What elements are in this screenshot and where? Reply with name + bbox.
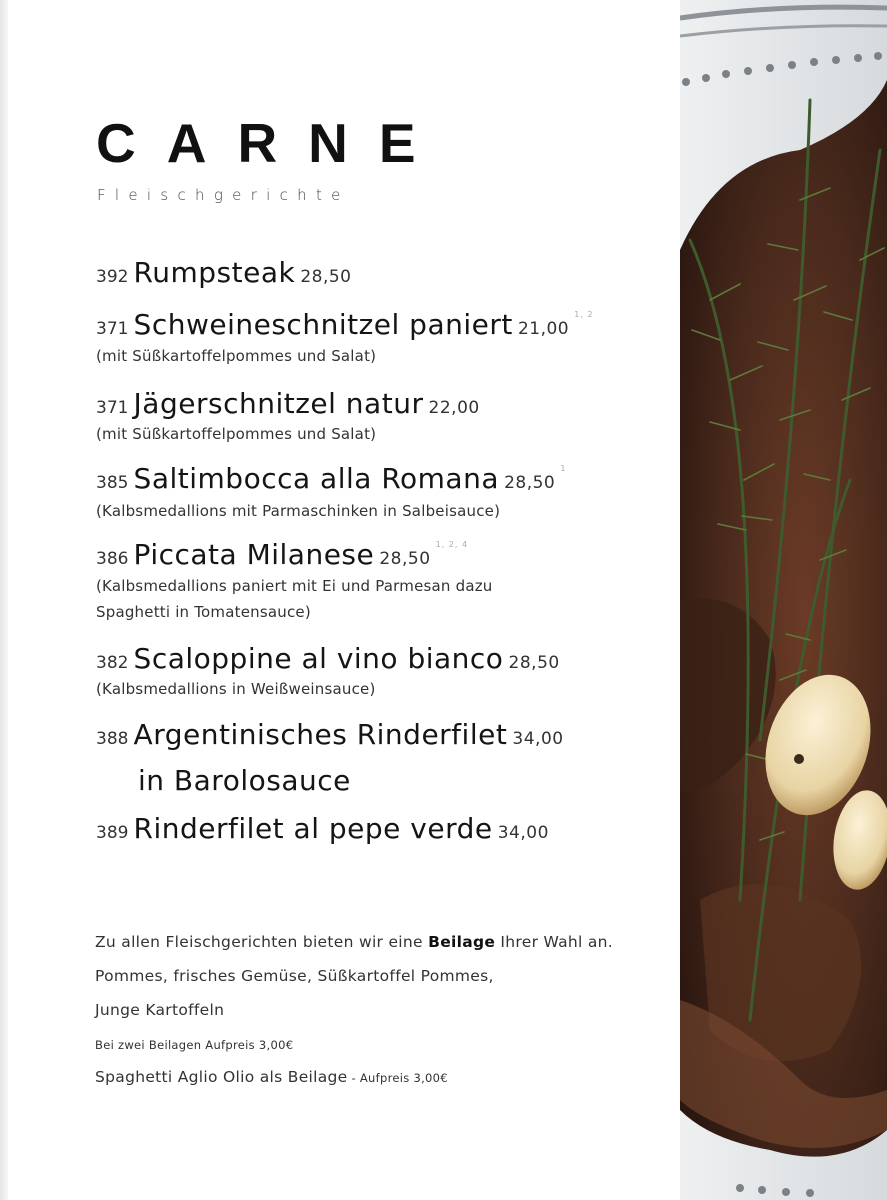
side-dish-options-cont: Junge Kartoffeln: [95, 1001, 225, 1019]
side-dish-bold: Beilage: [428, 933, 496, 951]
item-name: Piccata Milanese: [133, 538, 375, 571]
item-description: (mit Süßkartoffelpommes und Salat): [96, 425, 377, 443]
spaghetti-side: [95, 1068, 448, 1086]
allergen-note: 1, 2, 4: [435, 540, 469, 549]
item-number: 386: [96, 549, 129, 569]
item-name: Saltimbocca alla Romana: [133, 462, 499, 495]
spaghetti-surcharge: - Aufpreis 3,00€: [347, 1071, 448, 1085]
item-number: 371: [96, 319, 129, 339]
item-name: Argentinisches Rinderfilet: [133, 718, 508, 751]
page-edge-shadow: [0, 0, 8, 1200]
item-name: Rumpsteak: [133, 256, 296, 289]
side-dish-info-text: Zu allen Fleischgerichten bieten wir eine: [95, 933, 429, 951]
allergen-note: 1, 2: [574, 310, 594, 319]
item-name: Rinderfilet al pepe verde: [133, 812, 493, 845]
item-number: 382: [96, 653, 129, 673]
item-price: 22,00: [428, 398, 480, 418]
item-name: Schweineschnitzel paniert: [133, 308, 513, 341]
menu-page: [8, 0, 680, 1200]
allergen-note: 1: [560, 464, 567, 473]
menu-item-jaegerschnitzel: [96, 387, 480, 420]
section-title: CARNE: [96, 112, 447, 174]
item-price: 28,50: [508, 653, 560, 673]
item-price: 28,50: [300, 267, 352, 287]
section-subtitle: Fleischgerichte: [97, 186, 350, 204]
item-name: Jägerschnitzel natur: [133, 387, 424, 420]
item-description: (mit Süßkartoffelpommes und Salat): [96, 347, 377, 365]
surcharge-note: Bei zwei Beilagen Aufpreis 3,00€: [95, 1038, 294, 1052]
item-number: 371: [96, 398, 129, 418]
item-price: 34,00: [497, 823, 549, 843]
item-number: 392: [96, 267, 129, 287]
menu-item-rinderfilet-pepe-verde: [96, 812, 549, 845]
menu-item-scaloppine: [96, 642, 560, 675]
steak-photo-illustration: [680, 0, 887, 1200]
menu-item-piccata: [96, 538, 468, 571]
item-name: Scaloppine al vino bianco: [133, 642, 504, 675]
item-number: 388: [96, 729, 129, 749]
item-price: 28,50: [379, 549, 431, 569]
item-price: 21,00: [517, 319, 570, 339]
item-name-cont: in Barolosauce: [138, 764, 351, 797]
menu-item-saltimbocca: [96, 462, 566, 495]
item-description-cont: Spaghetti in Tomatensauce): [96, 603, 311, 621]
side-dish-options: Pommes, frisches Gemüse, Süßkartoffel Pommes,: [95, 967, 494, 985]
spaghetti-side-text: Spaghetti Aglio Olio als Beilage: [95, 1068, 348, 1086]
item-description: (Kalbsmedallions in Weißweinsauce): [96, 680, 376, 698]
menu-item-rumpsteak: [96, 256, 351, 289]
item-description: (Kalbsmedallions paniert mit Ei und Parmesan dazu: [96, 577, 493, 595]
side-dish-info: [95, 933, 613, 951]
item-number: 389: [96, 823, 129, 843]
menu-item-schweineschnitzel: [96, 308, 593, 341]
side-dish-info-end: Ihrer Wahl an.: [495, 933, 614, 951]
item-price: 28,50: [504, 473, 556, 493]
item-number: 385: [96, 473, 129, 493]
menu-item-argentinisches-rinderfilet: [96, 718, 564, 751]
item-price: 34,00: [512, 729, 564, 749]
item-description: (Kalbsmedallions mit Parmaschinken in Salbeisauce): [96, 502, 501, 520]
steak-photo: [680, 0, 887, 1200]
